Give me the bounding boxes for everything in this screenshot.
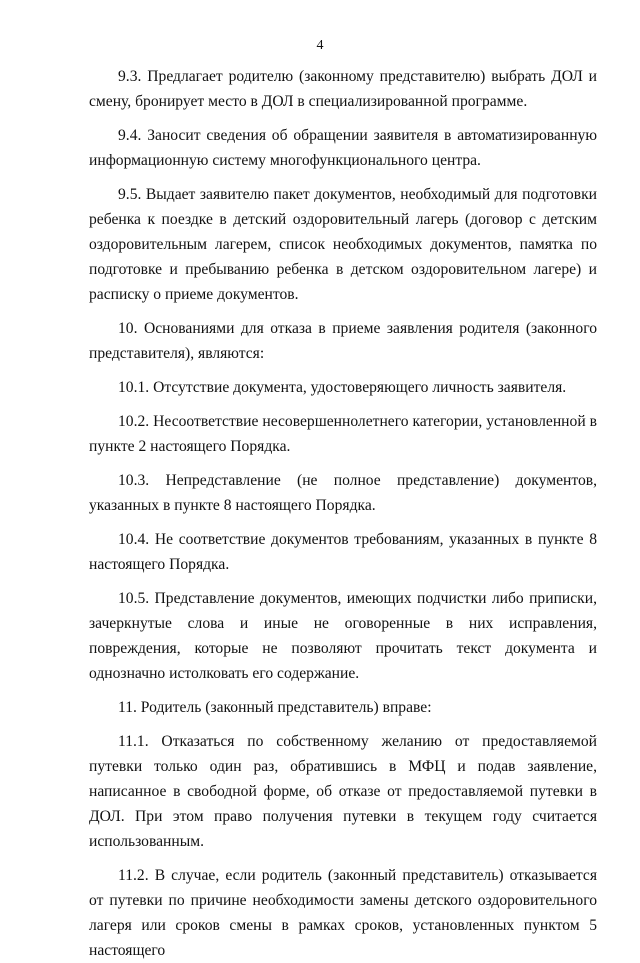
- paragraph-9-4: 9.4. Заносит сведения об обращении заявителя в автоматизированную информационную систему многофункционального центра.: [89, 127, 597, 169]
- page-number: 4: [316, 38, 324, 53]
- paragraph-10: 10. Основаниями для отказа в приеме заявления родителя (законного представителя), являются:: [89, 320, 597, 362]
- paragraph-9-3: 9.3. Предлагает родителю (законному представителю) выбрать ДОЛ и смену, бронирует место в ДОЛ в специализированной программе.: [89, 68, 597, 110]
- document-body: [89, 64, 597, 963]
- paragraph-10-1: 10.1. Отсутствие документа, удостоверяющего личность заявителя.: [118, 379, 567, 396]
- paragraph-9-5: 9.5. Выдает заявителю пакет документов, необходимый для подготовки ребенка к поездке в детский оздоровительный лагерь (договор с детским оздоровительным лагерем, список необходимых документов, памятка по подготовке и пребыванию ребенка в детском оздоровительном лагере) и расписку о приеме документов.: [89, 186, 597, 303]
- paragraph-10-3: 10.3. Непредставление (не полное представление) документов, указанных в пункте 8 настоящего Порядка.: [89, 472, 597, 514]
- paragraph-11-1: 11.1. Отказаться по собственному желанию от предоставляемой путевки только один раз, обратившись в МФЦ и подав заявление, написанное в свободной форме, об отказе от предоставляемой путевки в ДОЛ. При этом право получения путевки в текущем году считается использованным.: [89, 733, 597, 850]
- paragraph-11: 11. Родитель (законный представитель) вправе:: [118, 699, 432, 716]
- paragraph-11-2: 11.2. В случае, если родитель (законный представитель) отказывается от путевки по причине необходимости замены детского оздоровительного лагеря или сроков смены в рамках сроков, установленных пунктом 5 настоящего: [89, 867, 597, 959]
- paragraph-10-5: 10.5. Представление документов, имеющих подчистки либо приписки, зачеркнутые слова и иные не оговоренные в них исправления, повреждения, которые не позволяют прочитать текст документа и однозначно истолковать его содержание.: [89, 590, 597, 682]
- paragraph-10-2: 10.2. Несоответствие несовершеннолетнего категории, установленной в пункте 2 настоящего Порядка.: [89, 413, 597, 455]
- paragraph-10-4: 10.4. Не соответствие документов требованиям, указанных в пункте 8 настоящего Порядка.: [89, 531, 597, 573]
